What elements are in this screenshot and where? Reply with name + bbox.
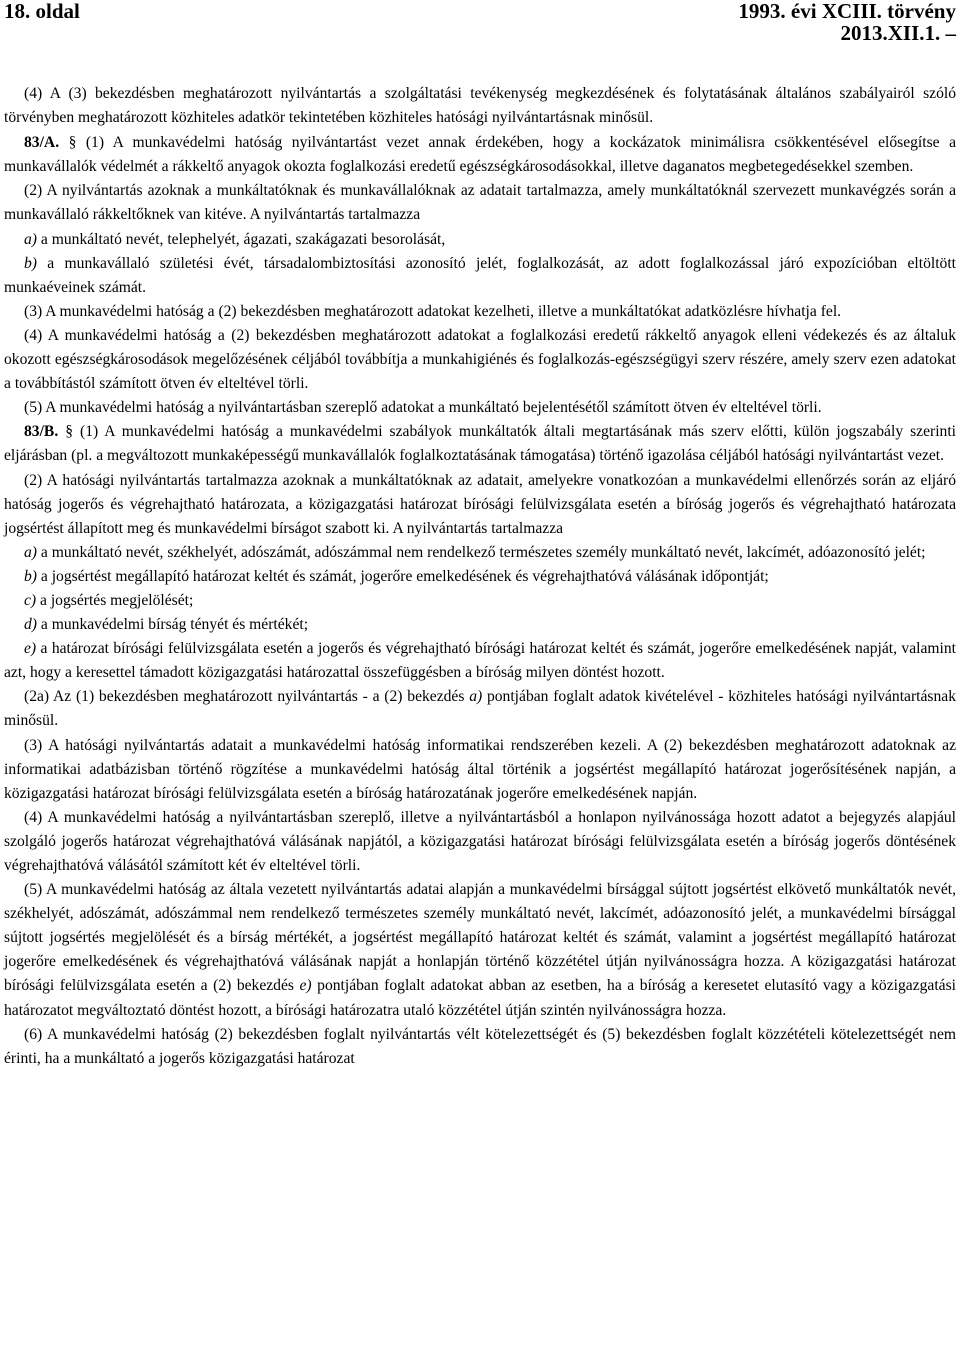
page-header [0, 0, 960, 44]
paragraph: (4) A munkavédelmi hatóság a nyilvántartásban szereplő, illetve a nyilvántartásból a honlapon nyilvánossága hozott adatot a bejegyzés alapjául szolgáló jogerős határozat végrehajthatóvá válásának napjától, a közigazgatási határozat bírósági felülvizsgálata esetén a bíróság jogerős döntésének végrehajthatóvá válásától számított két év elteltével törli. [4, 808, 956, 874]
item-text: a munkavállaló születési évét, társadalombiztosítási azonosító jelét, foglalkozását, az adott foglalkozással járó expozícióban eltöltött munkaéveinek számát. [4, 254, 956, 296]
paragraph: (4) A (3) bekezdésben meghatározott nyilvántartás a szolgáltatási tevékenység megkezdésének és folytatásának általános szabályairól szóló törvényben meghatározott közhiteles adatkör tekintetében közhiteles hatósági nyilvántartásnak minősül. [4, 85, 956, 127]
list-item [4, 541, 956, 565]
list-item [4, 637, 956, 685]
item-label: a) [469, 688, 483, 706]
paragraph-text: pontjában foglalt adatok kivételével - közhiteles hatósági nyilvántartásnak minősül. [4, 688, 956, 730]
paragraph: (4) A munkavédelmi hatóság a (2) bekezdésben meghatározott adatokat a foglalkozási eredetű rákkeltő anyagok elleni védekezés és az általuk okozott egészségkárosodások megelőzésének céljából továbbítja a munkahigiénés és foglalkozás-egészségügyi szerv részére, amely szerv ezen adatokat a továbbítástól számított ötven év elteltével törli. [4, 326, 956, 393]
paragraph-text: § (1) A munkavédelmi hatóság a munkavédelmi szabályok munkáltatók általi megtartásának más szerv előtti, külön jogszabály szerinti eljárásban (pl. a megváltozott munkaképességű munkavállalók foglalkoztatásának támogatása) történő igazolása céljából hatósági nyilvántartást vezet. [4, 423, 956, 465]
section-83b-paragraph-1 [4, 420, 956, 468]
paragraph-text: § (1) A munkavédelmi hatóság nyilvántartást vezet annak érdekében, hogy a kockázatok minimálisra csökkentésével elősegítse a munkavállalók védelmét a rákkeltő anyagok okozta foglalkozási eredetű egészségkárosodásokkal, illetve daganatos megbetegedésekkel szemben. [4, 134, 956, 176]
paragraph [4, 878, 956, 1023]
paragraph: (2) A hatósági nyilvántartás tartalmazza azoknak a munkáltatóknak az adatait, amelyekre vonatkozóan a munkavédelmi ellenőrzés során az eljáró hatóság jogerős és végrehajtható határozata, a közigazgatási határozat bírósági felülvizsgálata esetén a bíróság jogerős és végrehajtható határozata jogsértést állapított meg és munkavédelmi bírságot szabott ki. A nyilvántartás tartalmazza [4, 471, 956, 537]
item-text: a jogsértést megállapító határozat keltét és számát, jogerőre emelkedésének és végrehajthatóvá válásának időpontját; [37, 567, 769, 585]
item-label: e) [299, 977, 312, 995]
section-number: 83/A. [24, 134, 60, 152]
item-text: a jogsértés megjelölését; [36, 591, 194, 609]
list-item [4, 228, 956, 252]
item-text: a munkáltató nevét, székhelyét, adószámát, adószámmal nem rendelkező természetes személy munkáltató nevét, lakcímét, adóazonosító jelét; [37, 543, 926, 561]
list-item [4, 589, 956, 613]
paragraph-text: pontjában foglalt adatokat abban az esetben, ha a bíróság a keresetet elutasító vagy a közigazgatási határozatot megváltoztató döntést hozott, a bírósági határozatra utaló közzététel útján szintén nyilvánosságra hozza. [4, 977, 956, 1019]
item-label: b) [24, 254, 37, 272]
item-label: c) [24, 591, 37, 609]
list-item [4, 252, 956, 300]
section-number: 83/B. [24, 423, 59, 441]
item-text: a munkáltató nevét, telephelyét, ágazati, szakágazati besorolását, [37, 230, 446, 248]
paragraph: (5) A munkavédelmi hatóság a nyilvántartásban szereplő adatokat a munkáltató bejelentésétől számított ötven év elteltével törli. [24, 399, 822, 417]
law-date: 2013.XII.1. – [840, 21, 956, 45]
paragraph: (6) A munkavédelmi hatóság (2) bekezdésben foglalt nyilvántartás vélt kötelezettségét és (5) bekezdésben foglalt közzétételi kötelezettségét nem érinti, ha a munkáltató a jogerős közigazgatási határozat [4, 1025, 956, 1067]
law-title: 1993. évi XCIII. törvény [738, 0, 956, 23]
paragraph-text: (2a) Az (1) bekezdésben meghatározott nyilvántartás - a (2) bekezdés [24, 688, 470, 706]
section-83a-paragraph-1 [4, 131, 956, 179]
paragraph: (3) A munkavédelmi hatóság a (2) bekezdésben meghatározott adatokat kezelheti, illetve a munkáltatókat adatközlésre hívhatja fel. [24, 302, 842, 320]
list-item [4, 613, 956, 637]
item-label: a) [24, 543, 37, 561]
item-label: a) [24, 230, 37, 248]
item-text: a munkavédelmi bírság tényét és mértékét; [37, 616, 309, 634]
paragraph-text: (5) A munkavédelmi hatóság az általa vezetett nyilvántartás adatai alapján a munkavédelmi bírsággal sújtott jogsértést elkövető munkáltatók nevét, székhelyét, adószámát, adószámmal nem rendelkező természetes személy munkáltató nevét, lakcímét, adóazonosító jelét, a munkavédelmi bírsággal sújtott jogsértés megjelölését és a bírság mértékét, a jogsértést megállapító határozat keltét és számát, valamint a jogsértést megállapító határozat jogerőre emelkedésének és végrehajthatóvá válásának napját a honlapján történő közzététel útján nyilvánosságra hozza. A közigazgatási határozat bírósági felülvizsgálata esetén a (2) bekezdés [4, 881, 956, 995]
document-body [4, 82, 956, 1071]
list-item [4, 565, 956, 589]
item-label: d) [24, 616, 37, 634]
paragraph: (2) A nyilvántartás azoknak a munkáltatóknak és munkavállalóknak az adatait tartalmazza, amely munkáltatóknál szervezett munkavégzés során a munkavállaló rákkeltőknek van kitéve. A nyilvántartás tartalmazza [4, 182, 956, 224]
item-text: a határozat bírósági felülvizsgálata esetén a jogerős és végrehajtható bírósági határozat keltét és számát, jogerőre emelkedésének napját, valamint azt, hogy a keresettel támadott közigazgatási határozattal összefüggésben a bíróság milyen döntést hozott. [4, 640, 956, 682]
item-label: b) [24, 567, 37, 585]
item-label: e) [24, 640, 37, 658]
paragraph [4, 685, 956, 733]
paragraph: (3) A hatósági nyilvántartás adatait a munkavédelmi hatóság informatikai rendszerében kezeli. A (2) bekezdésben meghatározott adatoknak az informatikai adatbázisban történő rögzítése a munkavédelmi hatóság által történik a jogsértést megállapító határozat jogerősítésének napján, a közigazgatási határozat bírósági felülvizsgálata esetén a bíróság határozatának jogerőre emelkedésének napján. [4, 736, 956, 802]
page-number: 18. oldal [4, 0, 80, 23]
